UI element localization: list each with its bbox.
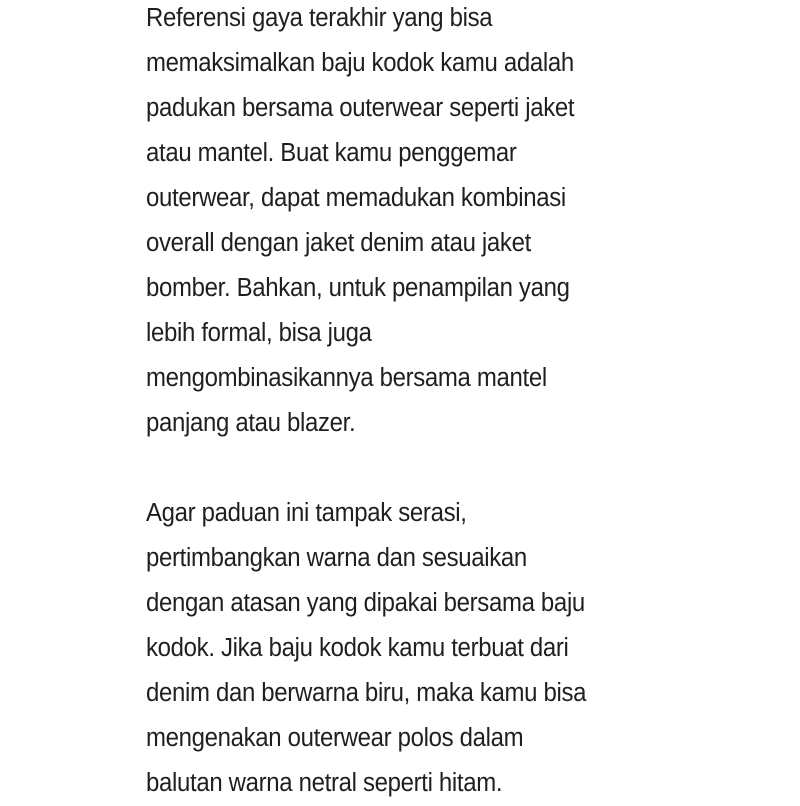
paragraph-line: memaksimalkan baju kodok kamu adalah xyxy=(146,49,574,77)
article-body xyxy=(146,0,666,806)
paragraph-line: panjang atau blazer. xyxy=(146,409,356,437)
paragraph-line: balutan warna netral seperti hitam. xyxy=(146,769,503,797)
paragraph-line: pertimbangkan warna dan sesuaikan xyxy=(146,544,527,572)
paragraph-line: atau mantel. Buat kamu penggemar xyxy=(146,139,517,167)
paragraph-line: overall dengan jaket denim atau jaket xyxy=(146,229,531,257)
paragraph-line: Agar paduan ini tampak serasi, xyxy=(146,499,467,527)
paragraph-line: mengombinasikannya bersama mantel xyxy=(146,364,547,392)
paragraph-line: padukan bersama outerwear seperti jaket xyxy=(146,94,575,122)
paragraph-color-matching xyxy=(146,491,666,806)
paragraph-line: dengan atasan yang dipakai bersama baju xyxy=(146,589,585,617)
paragraph-line: Referensi gaya terakhir yang bisa xyxy=(146,4,493,32)
paragraph-spacer xyxy=(146,446,666,491)
paragraph-line: outerwear, dapat memadukan kombinasi xyxy=(146,184,566,212)
paragraph-line: bomber. Bahkan, untuk penampilan yang xyxy=(146,274,570,302)
paragraph-line: kodok. Jika baju kodok kamu terbuat dari xyxy=(146,634,569,662)
paragraph-line: denim dan berwarna biru, maka kamu bisa xyxy=(146,679,587,707)
paragraph-outerwear-reference xyxy=(146,0,666,446)
paragraph-line: lebih formal, bisa juga xyxy=(146,319,372,347)
paragraph-line: mengenakan outerwear polos dalam xyxy=(146,724,524,752)
